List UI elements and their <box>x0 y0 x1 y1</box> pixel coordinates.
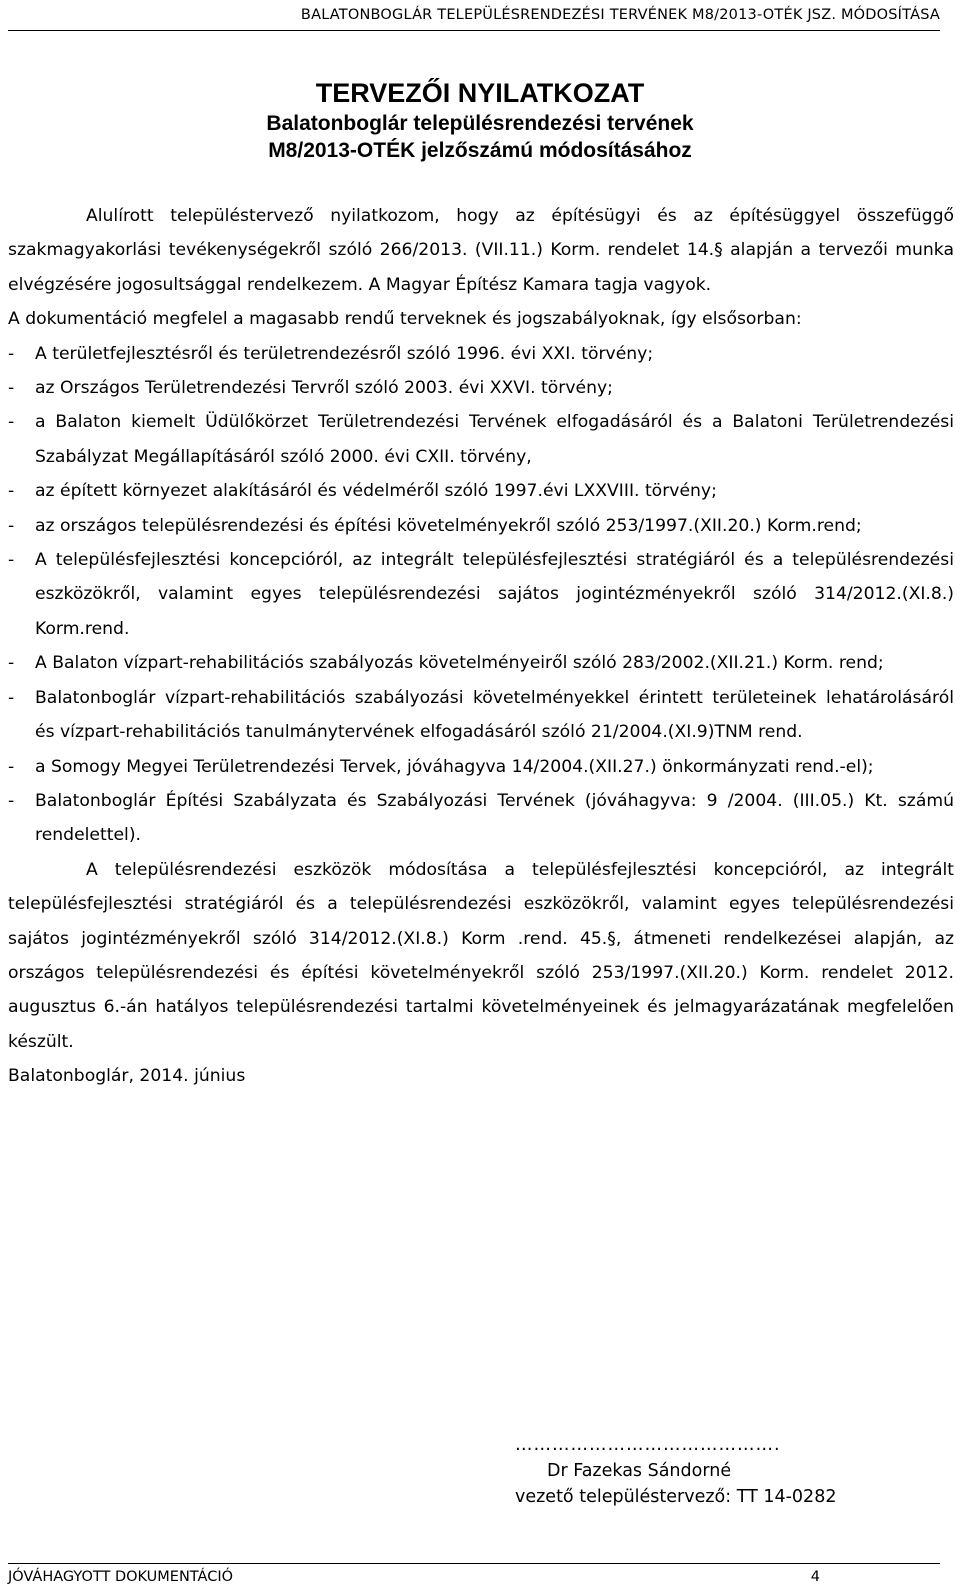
list-item: - az Országos Területrendezési Tervről szóló 2003. évi XXVI. törvény; <box>8 371 954 405</box>
list-item: - az épített környezet alakításáról és védelméről szóló 1997.évi LXXVIII. törvény; <box>8 474 954 508</box>
subtitle-line-1: Balatonboglár településrendezési tervének <box>266 112 694 135</box>
list-item: - Balatonboglár vízpart-rehabilitációs szabályozási követelményekkel érintett területeinek lehatárolásáról és vízpart-rehabilitációs tanulmánytervének elfogadásáról szóló 21/2004.(XI.9)TNM rend. <box>8 681 954 750</box>
signatory-role: vezető településtervező: TT 14-0282 <box>515 1487 837 1507</box>
intro-paragraph: Alulírott településtervező nyilatkozom, hogy az építésügyi és az építésüggyel összefüggő szakmagyakorlási tevékenységekről szóló 266/2013. (VII.11.) Korm. rendelet 14.§ alapján a tervezői munka elvégzésére jogosultsággal rendelkezem. A Magyar Építész Kamara tagja vagyok. <box>8 206 954 295</box>
closing-paragraph: A településrendezési eszközök módosítása a településfejlesztési koncepcióról, az integrált településfejlesztési stratégiáról és a településrendezési eszközökről, valamint egyes településrendezési sajátos jogintézményekről szóló 314/2012.(XI.8.) Korm .rend. 45.§, átmeneti rendelkezései alapján, az országos településrendezési és építési követelményekről szóló 253/1997.(XII.20.) Korm. rendelet 2012. augusztus 6.-án hatályos településrendezési tartalmi követelményeinek és jelmagyarázatának megfelelően készült. <box>8 859 954 1052</box>
title-block <box>0 76 960 164</box>
list-item: - A területfejlesztésről és területrendezésről szóló 1996. évi XXI. törvény; <box>8 337 954 371</box>
list-dash: - <box>8 343 15 364</box>
legislation-list <box>8 337 954 853</box>
list-dash: - <box>8 687 15 708</box>
document-title: TERVEZŐI NYILATKOZAT <box>315 78 645 108</box>
signatory-name: Dr Fazekas Sándorné <box>547 1461 732 1481</box>
subtitle-line-2: M8/2013-OTÉK jelzőszámú módosításához <box>268 139 692 162</box>
declaration-body <box>8 199 954 1094</box>
running-footer <box>8 1563 940 1590</box>
footer-label: JÓVÁHAGYOTT DOKUMENTÁCIÓ <box>8 1569 234 1585</box>
page-number: 4 <box>810 1569 820 1585</box>
list-dash: - <box>8 515 15 536</box>
list-item: - A Balaton vízpart-rehabilitációs szabályozás követelményeiről szóló 283/2002.(XII.21.) Korm. rend; <box>8 646 954 680</box>
conformity-paragraph: A dokumentáció megfelel a magasabb rendű terveknek és jogszabályoknak, így elsősorban: <box>8 309 802 330</box>
list-dash: - <box>8 412 15 433</box>
list-dash: - <box>8 550 15 571</box>
list-item: - A településfejlesztési koncepcióról, az integrált településfejlesztési stratégiáról és a településrendezési eszközökről, valamint egyes településrendezési sajátos jogintézményekről szóló 314/2012.(XI.8.) Korm.rend. <box>8 543 954 646</box>
list-item: - a Balaton kiemelt Üdülőkörzet Területrendezési Tervének elfogadásáról és a Balatoni Területrendezési Szabályzat Megállapításáról szóló 2000. évi CXII. törvény, <box>8 405 954 474</box>
list-item: - a Somogy Megyei Területrendezési Tervek, jóváhagyva 14/2004.(XII.27.) önkormányzati rend.-el); <box>8 750 954 784</box>
list-item: - Balatonboglár Építési Szabályzata és Szabályozási Tervének (jóváhagyva: 9 /2004. (III.05.) Kt. számú rendelettel). <box>8 784 954 853</box>
header-text: BALATONBOGLÁR TELEPÜLÉSRENDEZÉSI TERVÉNEK M8/2013-OTÉK JSZ. MÓDOSÍTÁSA <box>300 7 940 23</box>
list-dash: - <box>8 756 15 777</box>
list-dash: - <box>8 378 15 399</box>
list-dash: - <box>8 653 15 674</box>
list-dash: - <box>8 481 15 502</box>
list-item: - az országos településrendezési és építési követelményekről szóló 253/1997.(XII.20.) Korm.rend; <box>8 509 954 543</box>
signature-line: ……………………………………. <box>515 1435 781 1455</box>
signature-block <box>515 1432 836 1510</box>
list-dash: - <box>8 790 15 811</box>
running-header <box>8 2 940 31</box>
place-date: Balatonboglár, 2014. június <box>8 1066 246 1087</box>
